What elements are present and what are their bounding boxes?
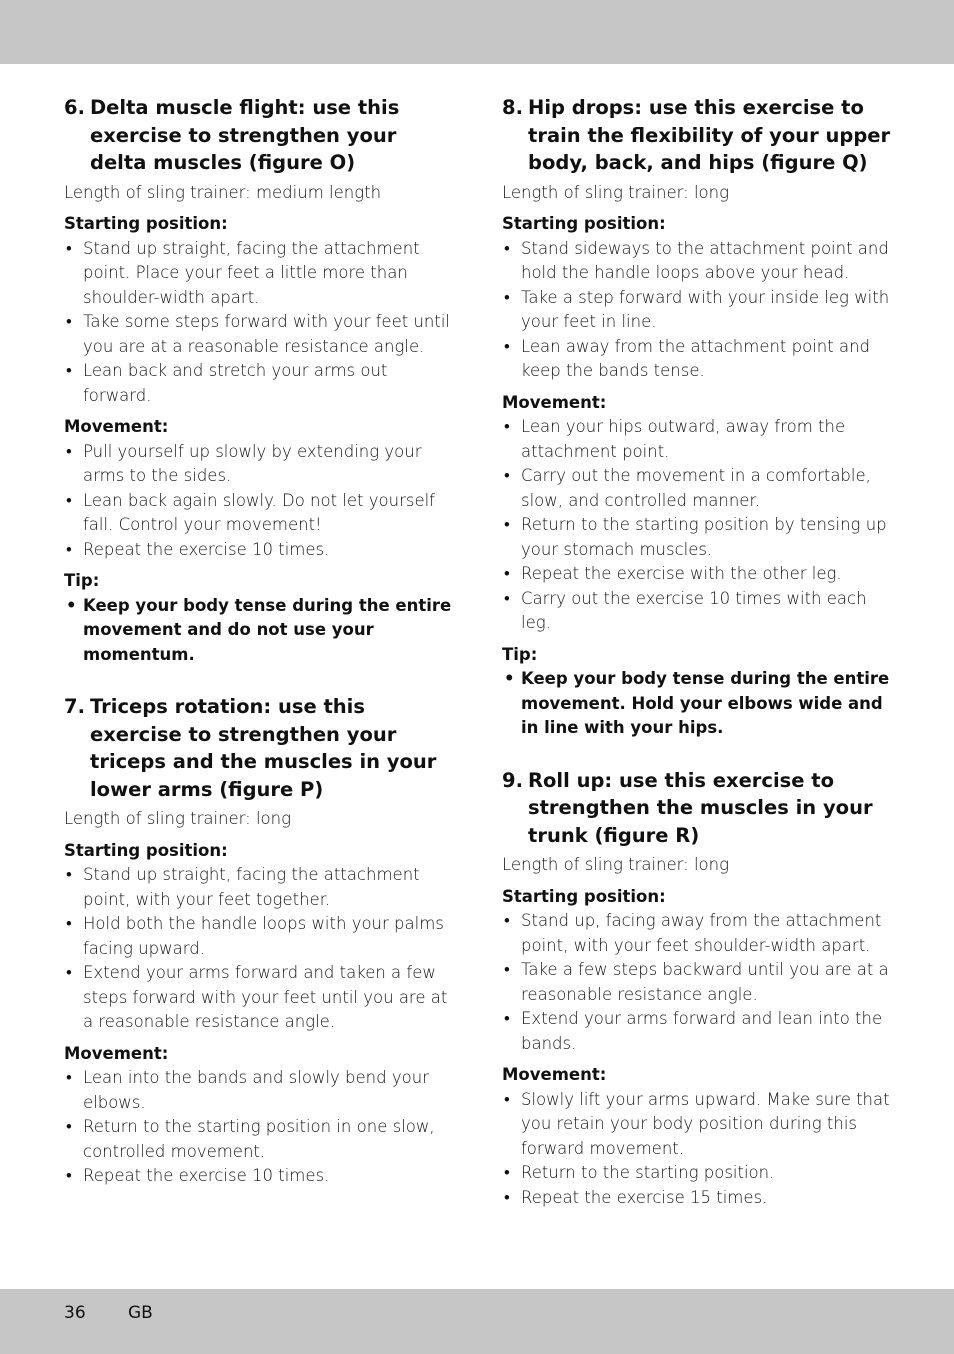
list-item: • Repeat the exercise with the other leg. <box>502 562 892 587</box>
movement-list <box>64 1066 454 1189</box>
exercise-number: 8. <box>502 96 523 119</box>
bullet-icon: • <box>66 963 72 982</box>
list-item: • Repeat the exercise 10 times. <box>64 1164 454 1189</box>
list-item: • Keep your body tense during the entire movement. Hold your elbows wide and in line with your hips. <box>502 667 892 741</box>
page-number: 36 <box>64 1303 86 1323</box>
list-item: • Keep your body tense during the entire movement and do not use your momentum. <box>64 594 454 668</box>
bullet-icon: • <box>66 441 72 461</box>
list-item: • Repeat the exercise 15 times. <box>502 1186 892 1211</box>
exercise-section-7 <box>64 693 454 1189</box>
starting-position-heading: Starting position: <box>502 886 666 906</box>
list-item: • Carry out the exercise 10 times with each leg. <box>502 587 892 636</box>
exercise-number: 9. <box>502 768 523 792</box>
bullet-icon: • <box>66 361 72 380</box>
starting-position-list <box>64 237 454 409</box>
list-item: • Return to the starting position in one slow, controlled movement. <box>64 1115 454 1164</box>
sling-length: Length of sling trainer: long <box>64 809 291 828</box>
list-item: • Return to the starting position by tensing up your stomach muscles. <box>502 513 892 562</box>
bullet-icon: • <box>504 238 510 258</box>
list-item: • Lean away from the attachment point and keep the bands tense. <box>502 335 892 384</box>
bullet-icon: • <box>66 312 72 331</box>
movement-heading: Movement: <box>502 1065 607 1084</box>
list-item: • Pull yourself up slowly by extending your arms to the sides. <box>64 440 454 489</box>
list-item: • Carry out the movement in a comfortable, slow, and controlled manner. <box>502 464 892 513</box>
movement-list <box>502 415 892 636</box>
bullet-icon: • <box>66 595 77 615</box>
left-column <box>64 94 454 1215</box>
list-item: • Hold both the handle loops with your palms facing upward. <box>64 912 454 961</box>
tip-heading: Tip: <box>502 644 538 664</box>
movement-heading: Movement: <box>502 392 607 412</box>
exercise-title-text: Roll up: use this exercise to strengthen the muscles in your trunk (figure R) <box>528 768 873 847</box>
list-item: • Take a step forward with your inside leg with your feet in line. <box>502 286 892 335</box>
bullet-icon: • <box>504 669 515 688</box>
bullet-icon: • <box>504 911 510 930</box>
exercise-section-8 <box>502 94 892 741</box>
list-item: • Lean your hips outward, away from the attachment point. <box>502 415 892 464</box>
bullet-icon: • <box>504 417 510 436</box>
bullet-icon: • <box>66 539 72 559</box>
bullet-icon: • <box>66 1117 72 1136</box>
movement-heading: Movement: <box>64 1043 169 1063</box>
starting-position-list <box>64 863 454 1035</box>
bullet-icon: • <box>504 287 510 307</box>
sling-length: Length of sling trainer: long <box>502 855 729 874</box>
bullet-icon: • <box>504 1163 510 1182</box>
list-item: • Extend your arms forward and lean into the bands. <box>502 1007 892 1056</box>
list-item: • Lean back again slowly. Do not let yourself fall. Control your movement! <box>64 489 454 538</box>
bullet-icon: • <box>66 1166 72 1185</box>
exercise-number: 6. <box>64 96 85 119</box>
bullet-icon: • <box>504 564 510 583</box>
bullet-icon: • <box>66 914 72 933</box>
starting-position-list <box>502 237 892 384</box>
bullet-icon: • <box>504 515 510 534</box>
exercise-title-text: Hip drops: use this exercise to train the flexibility of your upper body, back, and hips (figure Q) <box>528 96 891 174</box>
list-item: • Stand sideways to the attachment point and hold the handle loops above your head. <box>502 237 892 286</box>
list-item: • Repeat the exercise 10 times. <box>64 538 454 563</box>
exercise-title <box>502 94 892 177</box>
exercise-title <box>502 767 892 850</box>
exercise-title <box>64 693 454 803</box>
exercise-section-9 <box>502 767 892 1211</box>
sling-length: Length of sling trainer: medium length <box>64 182 382 202</box>
bullet-icon: • <box>504 1187 510 1207</box>
bullet-icon: • <box>504 1089 510 1109</box>
exercise-number: 7. <box>64 695 85 718</box>
starting-position-heading: Starting position: <box>64 214 228 233</box>
bullet-icon: • <box>66 238 72 258</box>
exercise-title-text: Delta muscle flight: use this exercise to strengthen your delta muscles (figure O) <box>90 96 400 174</box>
movement-list <box>502 1088 892 1211</box>
tip-list <box>502 667 892 741</box>
starting-position-heading: Starting position: <box>64 840 228 860</box>
bullet-icon: • <box>504 588 510 608</box>
exercise-title <box>64 94 454 177</box>
list-item: • Stand up straight, facing the attachment point, with your feet together. <box>64 863 454 912</box>
bullet-icon: • <box>66 490 72 510</box>
exercise-title-text: Triceps rotation: use this exercise to strengthen your triceps and the muscles in your lower arms (figure P) <box>90 695 437 801</box>
list-item: • Extend your arms forward and taken a few steps forward with your feet until you are at a reasonable resistance angle. <box>64 961 454 1035</box>
bullet-icon: • <box>504 336 510 356</box>
bullet-icon: • <box>504 466 510 485</box>
bullet-icon: • <box>504 1009 510 1028</box>
starting-position-heading: Starting position: <box>502 214 666 233</box>
exercise-section-6 <box>64 94 454 667</box>
header-bar <box>0 0 954 64</box>
sling-length: Length of sling trainer: long <box>502 182 729 202</box>
list-item: • Take a few steps backward until you are at a reasonable resistance angle. <box>502 958 892 1007</box>
bullet-icon: • <box>66 865 72 884</box>
list-item: • Stand up straight, facing the attachment point. Place your feet a little more than shoulder-width apart. <box>64 237 454 311</box>
list-item: • Slowly lift your arms upward. Make sure that you retain your body position during this forward movement. <box>502 1088 892 1162</box>
list-item: • Stand up, facing away from the attachment point, with your feet shoulder-width apart. <box>502 909 892 958</box>
starting-position-list <box>502 909 892 1056</box>
bullet-icon: • <box>66 1068 72 1087</box>
tip-list <box>64 594 454 668</box>
movement-list <box>64 440 454 563</box>
language-code: GB <box>128 1303 153 1323</box>
list-item: • Take some steps forward with your feet until you are at a reasonable resistance angle. <box>64 310 454 359</box>
bullet-icon: • <box>504 960 510 979</box>
right-column <box>502 94 892 1236</box>
movement-heading: Movement: <box>64 417 169 436</box>
list-item: • Lean into the bands and slowly bend your elbows. <box>64 1066 454 1115</box>
list-item: • Lean back and stretch your arms out forward. <box>64 359 454 408</box>
tip-heading: Tip: <box>64 571 100 590</box>
list-item: • Return to the starting position. <box>502 1161 892 1186</box>
